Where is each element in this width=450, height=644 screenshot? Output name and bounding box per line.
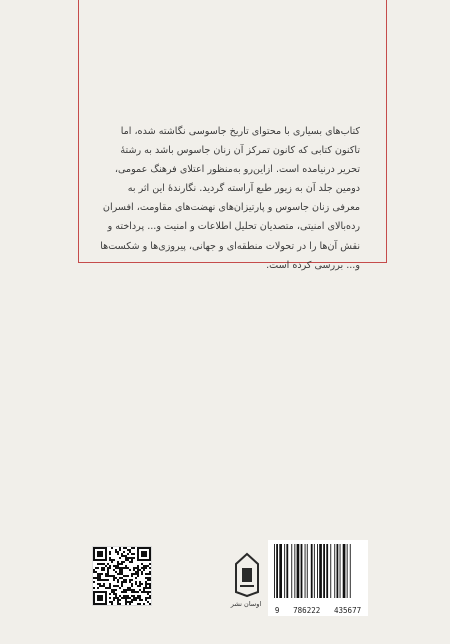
barcode-digit-group: 9	[274, 606, 280, 615]
qr-code	[92, 546, 152, 606]
frame-right-line	[386, 0, 387, 263]
barcode-bars	[268, 540, 368, 602]
barcode-digit-group: 435677	[334, 606, 362, 615]
blurb-line: تحریر درنیامده است. ازاین‌رو به‌منظور اعتلای فرهنگ عمومی،	[114, 164, 360, 176]
blurb-line: و... بررسی کرده است.	[266, 259, 360, 271]
publisher-logo-icon	[234, 552, 260, 598]
blurb-line: نقش آن‌ها را در تحولات منطقه‌ای و جهانی، پیروزی‌ها و شکست‌ها	[100, 240, 360, 252]
blurb-line: دومین جلد آن به زیور طبع آراسته گردید. نگارندهٔ این اثر به	[127, 183, 360, 195]
blurb-line: معرفی زنان جاسوس و پارتیزان‌های نهضت‌های مقاومت، افسران	[102, 202, 360, 214]
blurb-line: کتاب‌های بسیاری با محتوای تاریخ جاسوسی نگاشته شده، اما	[120, 126, 360, 137]
frame-left-line	[78, 0, 79, 262]
back-cover-blurb	[92, 122, 360, 275]
publisher-name: اوسان نشر	[230, 600, 262, 608]
blurb-line: تاکنون کتابی که کانون تمرکز آن زنان جاسوس باشد به رشتهٔ	[120, 145, 360, 157]
qr-code-graphic	[93, 547, 151, 605]
blurb-line: رده‌بالای امنیتی، متصدیان تحلیل اطلاعات و امنیت و... پرداخته و	[107, 221, 360, 233]
barcode-digits	[268, 606, 368, 615]
isbn-barcode	[268, 540, 368, 616]
barcode-digit-group: 786222	[293, 606, 321, 615]
